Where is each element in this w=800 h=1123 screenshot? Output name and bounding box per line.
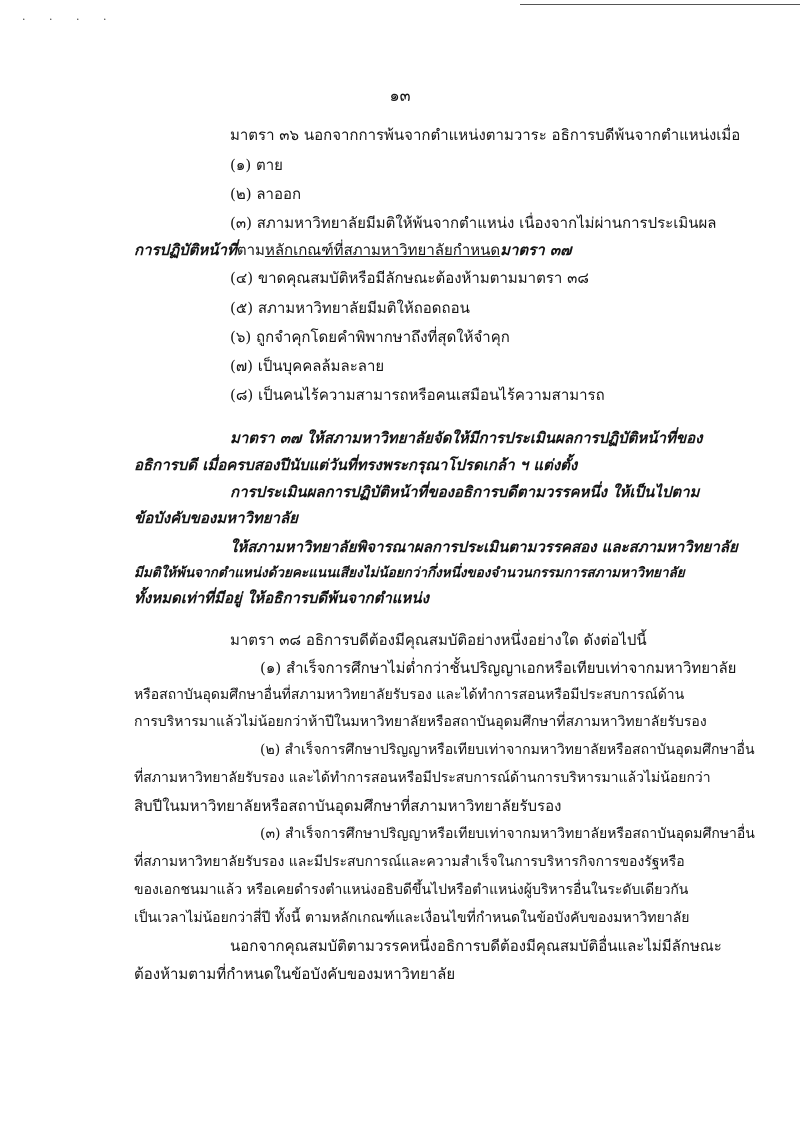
section-36-item-8: (๘) เป็นคนไร้ความสามารถหรือคนเสมือนไร้ความสามารถ	[230, 386, 605, 404]
section-36-intro: มาตรา ๓๖ นอกจากการพ้นจากตำแหน่งตามวาระ อธิการบดีพ้นจากตำแหน่งเมื่อ	[230, 126, 741, 144]
amended-reference: มาตรา ๓๗	[500, 241, 572, 259]
section-36-item-2: (๒) ลาออก	[230, 185, 302, 203]
amended-text: การปฏิบัติหน้าที่	[134, 241, 237, 259]
section-38-item-3-line-2: ที่สภามหาวิทยาลัยรับรอง และมีประสบการณ์และความสำเร็จในการบริหารกิจการของรัฐหรือ	[134, 854, 685, 870]
section-38-item-2-line-3: สิบปีในมหาวิทยาลัยหรือสถาบันอุดมศึกษาที่สภามหาวิทยาลัยรับรอง	[134, 797, 562, 815]
section-38-item-1: (๑) สำเร็จการศึกษาไม่ต่ำกว่าชั้นปริญญาเอกหรือเทียบเท่าจากมหาวิทยาลัย	[260, 659, 737, 677]
page-number: ๑๓	[389, 86, 411, 105]
section-38-item-2-line-2: ที่สภามหาวิทยาลัยรับรอง และได้ทำการสอนหรือมีประสบการณ์ด้านการบริหารมาแล้วไม่น้อยกว่า	[134, 770, 711, 786]
section-37-line-1: มาตรา ๓๗ ให้สภามหาวิทยาลัยจัดให้มีการประเมินผลการปฏิบัติหน้าที่ของ	[230, 429, 703, 447]
section-36-item-7: (๗) เป็นบุคคลล้มละลาย	[230, 357, 385, 375]
plain-text: ตาม	[236, 241, 265, 259]
section-37-line-3: การประเมินผลการปฏิบัติหน้าที่ของอธิการบดีตามวรรคหนึ่ง ให้เป็นไปตาม	[230, 483, 700, 501]
section-38-item-2: (๒) สำเร็จการศึกษาปริญญาหรือเทียบเท่าจากมหาวิทยาลัยหรือสถาบันอุดมศึกษาอื่น	[260, 742, 755, 758]
section-38-item-1-line-2: หรือสถาบันอุดมศึกษาอื่นที่สภามหาวิทยาลัยรับรอง และได้ทำการสอนหรือมีประสบการณ์ด้าน	[134, 687, 685, 703]
section-36-item-3-continuation	[134, 240, 571, 260]
section-36-item-3: (๓) สภามหาวิทยาลัยมีมติให้พ้นจากตำแหน่ง เนื่องจากไม่ผ่านการประเมินผล	[230, 214, 717, 232]
section-38-para-2-line-2: ต้องห้ามตามที่กำหนดในข้อบังคับของมหาวิทยาลัย	[134, 965, 456, 983]
section-37-line-4: ข้อบังคับของมหาวิทยาลัย	[134, 509, 298, 527]
section-38-item-3-line-3: ของเอกชนมาแล้ว หรือเคยดำรงตำแหน่งอธิบดีขึ้นไปหรือตำแหน่งผู้บริหารอื่นในระดับเดียวกัน	[134, 882, 689, 898]
section-36-item-4: (๔) ขาดคุณสมบัติหรือมีลักษณะต้องห้ามตามมาตรา ๓๘	[230, 269, 589, 287]
section-36-item-5: (๕) สภามหาวิทยาลัยมีมติให้ถอดถอน	[230, 299, 470, 317]
corner-marks: . . . .	[22, 10, 117, 23]
section-37-line-5: ให้สภามหาวิทยาลัยพิจารณาผลการประเมินตามวรรคสอง และสภามหาวิทยาลัย	[230, 538, 738, 556]
section-38-intro: มาตรา ๓๘ อธิการบดีต้องมีคุณสมบัติอย่างหนึ่งอย่างใด ดังต่อไปนี้	[230, 631, 647, 649]
section-37-line-6: มีมติให้พ้นจากตำแหน่งด้วยคะแนนเสียงไม่น้อยกว่ากึ่งหนึ่งของจำนวนกรรมการสภามหาวิทยาลัย	[134, 565, 685, 581]
section-38-item-3: (๓) สำเร็จการศึกษาปริญญาหรือเทียบเท่าจากมหาวิทยาลัยหรือสถาบันอุดมศึกษาอื่น	[260, 826, 755, 842]
section-37-line-2: อธิการบดี เมื่อครบสองปีนับแต่วันที่ทรงพระกรุณาโปรดเกล้า ฯ แต่งตั้ง	[134, 456, 578, 474]
section-38-item-3-line-4: เป็นเวลาไม่น้อยกว่าสี่ปี ทั้งนี้ ตามหลักเกณฑ์และเงื่อนไขที่กำหนดในข้อบังคับของมหาวิทยาลัย	[134, 910, 690, 926]
section-36-item-6: (๖) ถูกจำคุกโดยคำพิพากษาถึงที่สุดให้จำคุก	[230, 328, 510, 346]
section-38-para-2: นอกจากคุณสมบัติตามวรรคหนึ่งอธิการบดีต้องมีคุณสมบัติอื่นและไม่มีลักษณะ	[230, 937, 722, 955]
section-38-item-1-line-3: การบริหารมาแล้วไม่น้อยกว่าห้าปีในมหาวิทยาลัยหรือสถาบันอุดมศึกษาที่สภามหาวิทยาลัยรับรอง	[134, 714, 707, 730]
underlined-text: หลักเกณฑ์ที่สภามหาวิทยาลัยกำหนด	[264, 241, 501, 259]
top-rule	[520, 4, 800, 5]
section-37-line-7: ทั้งหมดเท่าที่มีอยู่ ให้อธิการบดีพ้นจากตำแหน่ง	[134, 589, 429, 607]
section-36-item-1: (๑) ตาย	[230, 156, 283, 174]
